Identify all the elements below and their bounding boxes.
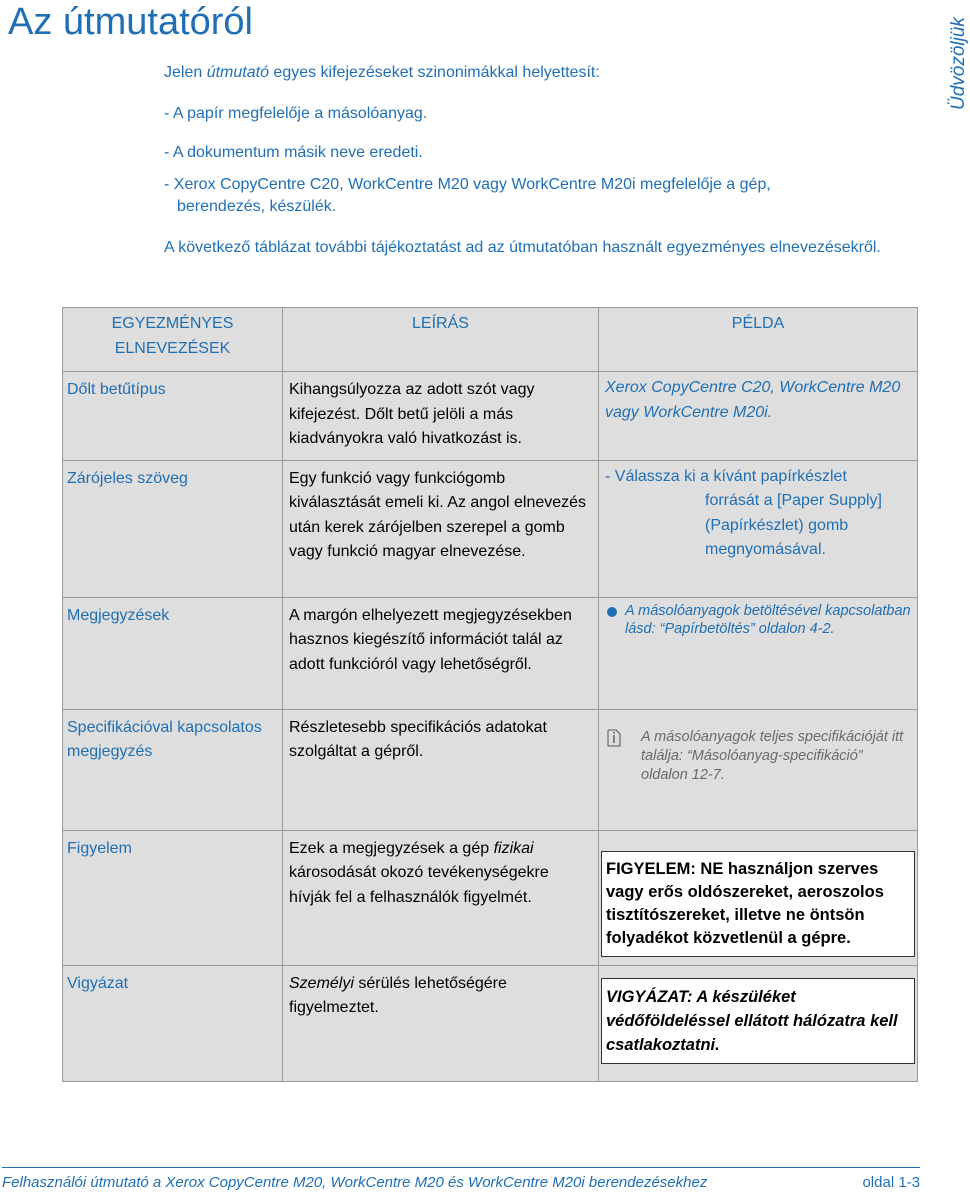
- convention-example: [599, 965, 918, 1081]
- table-row: [63, 597, 918, 709]
- table-row: [63, 830, 918, 965]
- synonym-item: - A papír megfelelője a másolóanyag.: [164, 105, 428, 122]
- convention-name: Zárójeles szöveg: [63, 460, 283, 597]
- spec-note-text: A másolóanyagok teljes specifikációját itt találja: “Másolóanyag-specifikáció” oldalon 12-7.: [641, 728, 904, 783]
- synonym-item: - A dokumentum másik neve eredeti.: [164, 144, 423, 161]
- convention-example: [599, 597, 918, 709]
- section-side-tab: [920, 0, 969, 110]
- info-icon: [605, 728, 623, 748]
- table-header-row: [63, 308, 918, 372]
- synonym-line: - Xerox CopyCentre C20, WorkCentre M20 vagy WorkCentre M20i megfelelője a gép,: [164, 176, 771, 193]
- italic-example: Xerox CopyCentre C20, WorkCentre M20 vagy WorkCentre M20i.: [605, 379, 901, 421]
- intro-text: Jelen: [164, 64, 207, 81]
- margin-note-text: A másolóanyagok betöltésével kapcsolatban lásd: “Papírbetöltés” oldalon 4-2.: [625, 602, 911, 637]
- intro-emphasis: útmutató: [206, 64, 269, 81]
- convention-description: Egy funkció vagy funkciógomb kiválasztását emeli ki. Az angol elnevezés után kerek zárójelben szerepel a gomb vagy funkció magyar elnevezése.: [283, 460, 599, 597]
- bullet-icon: [607, 607, 617, 617]
- description-text: sérülés lehetőségére figyelmeztet.: [289, 974, 507, 1016]
- table-row: [63, 372, 918, 461]
- convention-description: [283, 830, 599, 965]
- table-intro-text: A következő táblázat további tájékoztatást ad az útmutatóban használt egyezményes elnevezésekről.: [164, 239, 881, 256]
- description-text: károsodását okozó tevékenységekre hívják fel a felhasználók figyelmét.: [289, 864, 549, 906]
- footer-divider: [2, 1167, 920, 1168]
- convention-example: [599, 460, 918, 597]
- convention-name: Figyelem: [63, 830, 283, 965]
- description-emphasis: fizikai: [493, 839, 534, 857]
- table-row: [63, 965, 918, 1081]
- synonym-line: berendezés, készülék.: [177, 198, 337, 215]
- spec-note: [605, 728, 911, 785]
- caution-box: VIGYÁZAT: A készüléket védőföldeléssel ellátott hálózatra kell csatlakoztatni.: [601, 978, 915, 1064]
- intro-paragraph: [164, 62, 600, 84]
- convention-example: [599, 709, 918, 830]
- conventions-table: [62, 307, 918, 1082]
- side-tab-label: Üdvözöljük: [948, 17, 969, 110]
- header-example: PÉLDA: [599, 308, 918, 372]
- convention-name: Megjegyzések: [63, 597, 283, 709]
- convention-description: [283, 965, 599, 1081]
- bracket-example: [605, 465, 911, 563]
- bracket-example-first: - Válassza ki a kívánt papírkészlet: [605, 467, 847, 485]
- convention-name: Specifikációval kapcsolatos megjegyzés: [63, 709, 283, 830]
- table-row: [63, 709, 918, 830]
- table-row: [63, 460, 918, 597]
- page-number: oldal 1-3: [862, 1174, 920, 1191]
- convention-name: Vigyázat: [63, 965, 283, 1081]
- footer-manual-title: Felhasználói útmutató a Xerox CopyCentre M20, WorkCentre M20 és WorkCentre M20i berendezésekhez: [2, 1174, 708, 1191]
- margin-note: [605, 602, 911, 639]
- convention-description: Kihangsúlyozza az adott szót vagy kifejezést. Dőlt betű jelöli a más kiadványokra való hivatkozást is.: [283, 372, 599, 461]
- convention-name: Dőlt betűtípus: [63, 372, 283, 461]
- description-text: Ezek a megjegyzések a gép: [289, 839, 494, 857]
- convention-description: A margón elhelyezett megjegyzésekben hasznos kiegészítő információt talál az adott funkcióról vagy lehetőségről.: [283, 597, 599, 709]
- convention-example: [599, 372, 918, 461]
- convention-example: [599, 830, 918, 965]
- intro-text: egyes kifejezéseket szinonimákkal helyettesít:: [268, 64, 600, 81]
- header-conventions: EGYEZMÉNYES ELNEVEZÉSEK: [63, 308, 283, 372]
- header-description: LEÍRÁS: [283, 308, 599, 372]
- convention-description: Részletesebb specifikációs adatokat szolgáltat a gépről.: [283, 709, 599, 830]
- warning-box: FIGYELEM: NE használjon szerves vagy erős oldószereket, aeroszolos tisztítószereket, illetve ne öntsön folyadékot közvetlenül a gépre.: [601, 851, 915, 957]
- page-title: Az útmutatóról: [8, 1, 253, 43]
- bracket-example-rest: forrását a [Paper Supply] (Papírkészlet) gomb megnyomásával.: [705, 492, 882, 558]
- synonym-item: [164, 174, 904, 218]
- description-emphasis: Személyi: [289, 974, 354, 992]
